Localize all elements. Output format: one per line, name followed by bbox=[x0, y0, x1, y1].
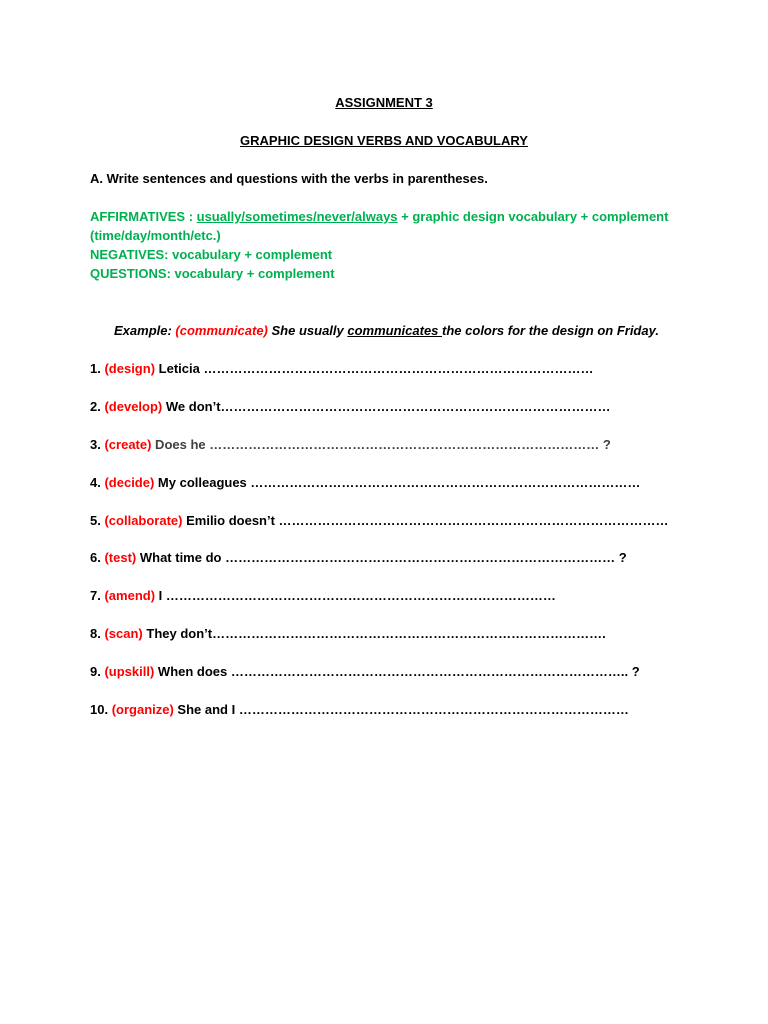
exercise-verb: (design) bbox=[104, 361, 156, 376]
exercise-text: She and I ……………………………………………………………………………… bbox=[173, 702, 629, 717]
example-verb-form: communicates bbox=[347, 323, 443, 338]
exercise-verb: (develop) bbox=[104, 399, 163, 414]
affirmatives-adverbs: usually/sometimes/never/always bbox=[196, 209, 398, 224]
exercise-text: I ……………………………………………………………………………… bbox=[155, 588, 556, 603]
example-label: Example: bbox=[114, 323, 176, 338]
rule-questions: QUESTIONS: vocabulary + complement bbox=[90, 266, 335, 281]
exercise-text: My colleagues ……………………………………………………………………………… bbox=[154, 475, 641, 490]
document-subtitle: GRAPHIC DESIGN VERBS AND VOCABULARY bbox=[240, 133, 528, 148]
instruction: A. Write sentences and questions with the verbs in parentheses. bbox=[90, 171, 488, 186]
exercise-verb: (decide) bbox=[104, 475, 155, 490]
exercise-verb: (amend) bbox=[104, 588, 156, 603]
exercise-item: 4. (decide) My colleagues ……………………………………………………………………………… bbox=[90, 475, 641, 490]
assignment-title: ASSIGNMENT 3 bbox=[335, 95, 433, 110]
exercise-item: 5. (collaborate) Emilio doesn’t ……………………………………………………………………………… bbox=[90, 513, 669, 528]
exercise-item: 8. (scan) They don’t………………………………………………………………………………. bbox=[90, 626, 606, 641]
exercise-item: 6. (test) What time do ……………………………………………………………………………… ? bbox=[90, 550, 627, 565]
exercise-item: 7. (amend) I ……………………………………………………………………………… bbox=[90, 588, 556, 603]
rule-affirmatives-line2: (time/day/month/etc.) bbox=[90, 228, 221, 243]
exercise-item: 1. (design) Leticia ……………………………………………………………………………… bbox=[90, 361, 594, 376]
exercise-verb: (create) bbox=[104, 437, 152, 452]
affirmatives-rest: + graphic design vocabulary + complement bbox=[397, 209, 669, 224]
exercise-text: When does ……………………………………………………………………………….. ? bbox=[154, 664, 640, 679]
exercise-text: Does he ……………………………………………………………………………… ? bbox=[151, 437, 611, 452]
exercise-text: They don’t………………………………………………………………………………. bbox=[142, 626, 606, 641]
exercise-verb: (test) bbox=[104, 550, 137, 565]
exercise-item: 2. (develop) We don’t……………………………………………………………………………… bbox=[90, 399, 611, 414]
example-sentence bbox=[114, 323, 659, 338]
exercise-text: We don’t……………………………………………………………………………… bbox=[162, 399, 611, 414]
exercise-item: 3. (create) Does he ……………………………………………………………………………… ? bbox=[90, 437, 611, 452]
affirmatives-label: AFFIRMATIVES : bbox=[90, 209, 197, 224]
exercise-verb: (organize) bbox=[111, 702, 174, 717]
exercise-verb: (scan) bbox=[104, 626, 143, 641]
exercise-item: 9. (upskill) When does ……………………………………………………………………………….. ? bbox=[90, 664, 640, 679]
exercise-item: 10. (organize) She and I ……………………………………………………………………………… bbox=[90, 702, 629, 717]
rule-negatives: NEGATIVES: vocabulary + complement bbox=[90, 247, 333, 262]
exercise-text: What time do ……………………………………………………………………………… ? bbox=[136, 550, 627, 565]
rule-affirmatives bbox=[90, 209, 668, 224]
example-pre: She usually bbox=[267, 323, 348, 338]
exercise-verb: (collaborate) bbox=[104, 513, 183, 528]
exercise-verb: (upskill) bbox=[104, 664, 155, 679]
example-post: the colors for the design on Friday. bbox=[442, 323, 659, 338]
example-verb: (communicate) bbox=[175, 323, 268, 338]
exercise-text: Emilio doesn’t ……………………………………………………………………………… bbox=[182, 513, 669, 528]
exercise-text: Leticia ……………………………………………………………………………… bbox=[155, 361, 594, 376]
